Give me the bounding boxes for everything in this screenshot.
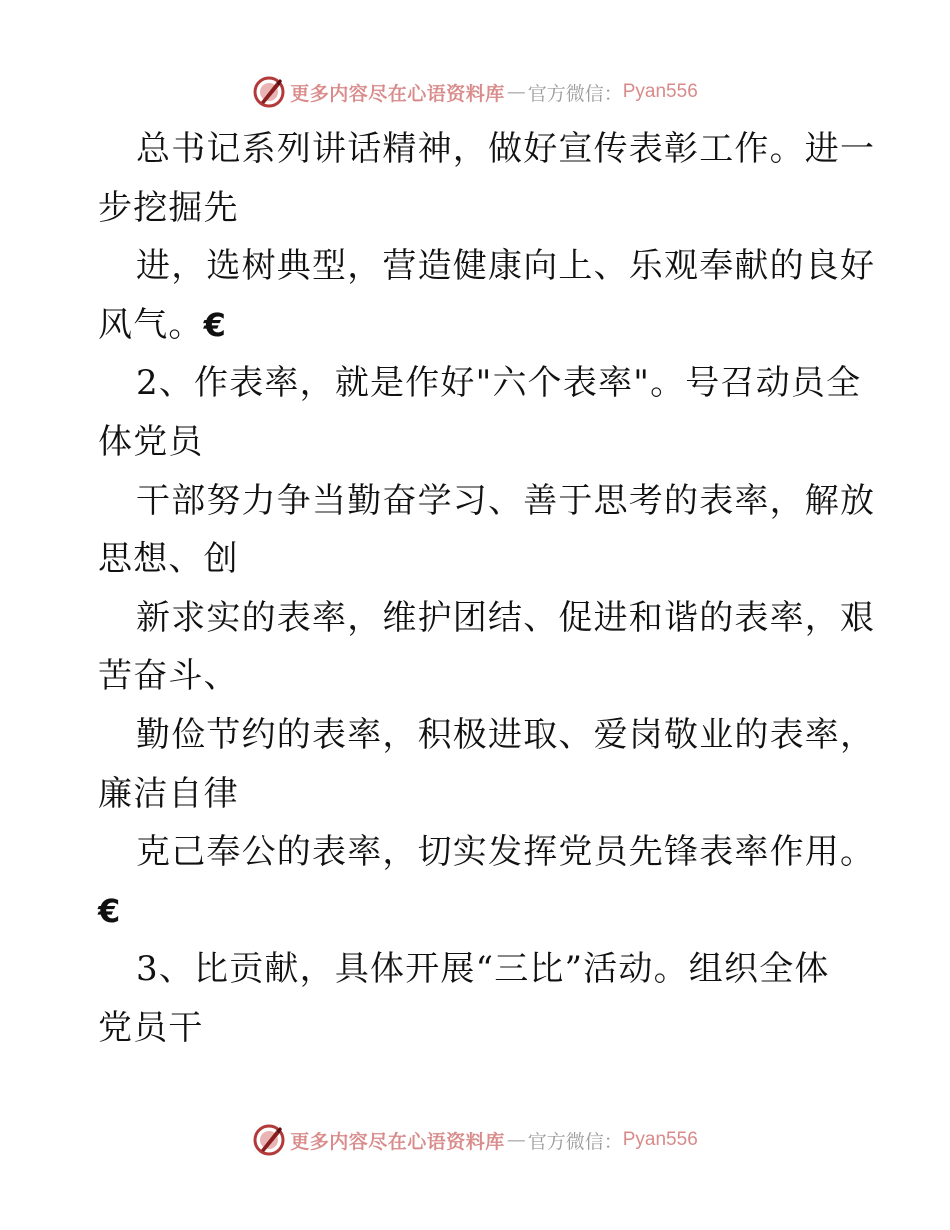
watermark-wechat-label: 官方微信： xyxy=(527,1130,623,1153)
body-line: 廉洁自律 xyxy=(98,773,239,814)
body-line: 2、作表率，就是作好"六个表率"。号召动员全 xyxy=(136,363,862,404)
header-watermark-banner xyxy=(0,72,950,112)
body-line-with-mark xyxy=(98,296,858,355)
body-line: 干部努力争当勤奋学习、善于思考的表率，解放 xyxy=(136,480,876,521)
pen-logo-icon xyxy=(252,75,286,109)
watermark-wechat-label: 官方微信： xyxy=(527,82,623,105)
body-line: 勤俭节约的表率，积极进取、爱岗敬业的表率， xyxy=(136,714,876,755)
pen-logo-icon xyxy=(252,1123,286,1157)
body-line-with-mark xyxy=(98,882,858,941)
watermark-site-text: 更多内容尽在心语资料库 xyxy=(290,1130,505,1153)
watermark-wechat-id: Pyan556 xyxy=(622,1129,698,1150)
euro-mark: € xyxy=(98,891,122,930)
watermark-wechat-id: Pyan556 xyxy=(622,81,698,102)
document-body xyxy=(98,120,876,1058)
body-line: 3、比贡献，具体开展“三比”活动。组织全体 xyxy=(136,949,830,990)
watermark-separator: — xyxy=(506,1129,526,1151)
footer-watermark-banner xyxy=(0,1120,950,1160)
body-line: 克己奉公的表率，切实发挥党员先锋表率作用。 xyxy=(136,832,876,873)
euro-mark: € xyxy=(203,305,228,344)
body-line: 总书记系列讲话精神，做好宣传表彰工作。进一 xyxy=(136,129,876,169)
body-line: 新求实的表率，维护团结、促进和谐的表率，艰 xyxy=(136,597,876,638)
watermark-site-text: 更多内容尽在心语资料库 xyxy=(290,82,505,105)
watermark-separator: — xyxy=(506,81,526,103)
body-line: 党员干 xyxy=(98,1007,204,1048)
body-line: 体党员 xyxy=(98,421,204,462)
body-line: 步挖掘先 xyxy=(98,187,239,228)
body-line: 进，选树典型，营造健康向上、乐观奉献的良好 xyxy=(136,246,876,287)
body-line: 苦奋斗、 xyxy=(98,656,239,697)
body-line-text: 风气。 xyxy=(98,304,204,345)
body-line: 思想、创 xyxy=(98,539,239,580)
